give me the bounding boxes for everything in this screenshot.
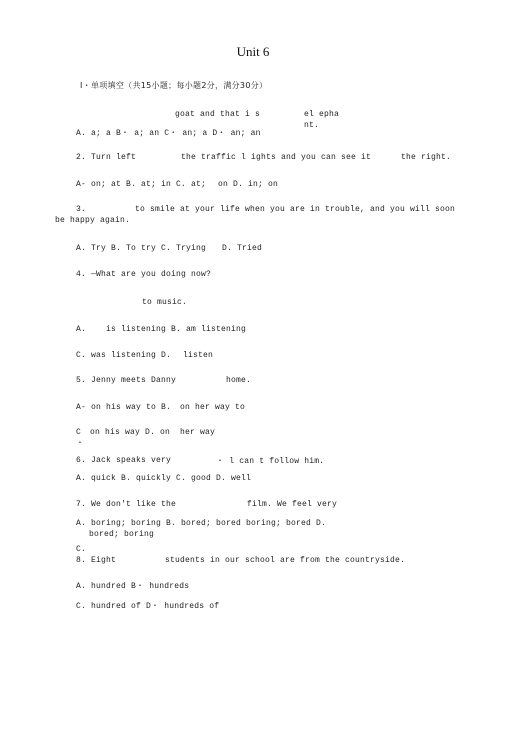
q2-stem-part2: the traffic l ights and you can see it	[181, 153, 372, 162]
q8-stem-part1: 8. Eight	[76, 556, 117, 565]
q3-options-part1: A. Try B. To try C. Trying	[76, 244, 207, 253]
q4-option-d-text: listen	[183, 351, 214, 360]
q7-stem-part1: 7. We don't like the	[76, 500, 177, 509]
q7-stem-part2: film. We feel very	[247, 500, 338, 509]
q5-options-cd: on his way D. on	[90, 428, 171, 437]
q2-options-part2: on D. in; on	[218, 180, 279, 189]
section-heading: Ⅰ・单项填空（共15小题；每小题2分，满分30分）	[80, 81, 268, 90]
q2-options-part1: A- on; at B. at; in C. at;	[76, 180, 207, 189]
q4-option-a-label: A.	[76, 325, 87, 334]
q7-options-line1: A. boring; boring B. bored; bored boring; bored D.	[76, 519, 327, 528]
q8-options-line2: C. hundred of D・ hundreds of	[76, 602, 220, 611]
q5-option-c-label: C	[76, 428, 82, 437]
q4-answer-line: to music.	[142, 298, 188, 307]
q3-options-part2: D. Tried	[222, 244, 263, 253]
q1-stem-part2: el epha	[304, 110, 340, 119]
q8-options-line1: A. hundred B・ hundreds	[76, 582, 190, 591]
q4-options-ab: is listening B. am listening	[106, 325, 247, 334]
q5-options-ab-part1: A- on his way to B.	[76, 403, 172, 412]
q3-stem-part3: be happy again.	[55, 216, 131, 225]
q4-options-cd: C. was listening D.	[76, 351, 172, 360]
q3-stem-part2: life when you are in trouble, and you will soon	[220, 205, 456, 214]
q6-stem-part1: 6. Jack speaks very	[76, 456, 172, 465]
q4-stem: 4. —What are you doing now?	[76, 270, 212, 279]
q5-option-c-dot: ・	[76, 439, 85, 448]
q5-stem-part2: home.	[226, 376, 252, 385]
q2-stem-part1: 2. Turn left	[76, 153, 137, 162]
q2-stem-part3: the right.	[401, 153, 452, 162]
q1-options: A. a; a B・ a; an C・ an; a D・ an; an	[76, 129, 261, 138]
q1-stem-part3: nt.	[304, 121, 320, 130]
q7-options-line2: bored; boring	[89, 530, 155, 539]
q1-stem-part1: goat and that i s	[175, 110, 261, 119]
q5-option-d-text: her way	[180, 428, 216, 437]
q3-stem-part1: to smile at your	[135, 205, 216, 214]
page-title: Unit 6	[236, 44, 270, 59]
q3-number: 3.	[76, 205, 87, 214]
q5-stem-part1: 5. Jenny meets Danny	[76, 376, 177, 385]
q8-stem-part2: students in our school	[165, 556, 276, 565]
q6-options: A. quick B. quickly C. good D. well	[76, 474, 252, 483]
q5-options-ab-part2: on her way to	[180, 403, 246, 412]
q8-stem-part3: are from the countryside.	[280, 556, 406, 565]
q7-option-c-label: C.	[76, 545, 87, 554]
q6-stem-part2: ・ l can t follow him.	[216, 457, 325, 466]
